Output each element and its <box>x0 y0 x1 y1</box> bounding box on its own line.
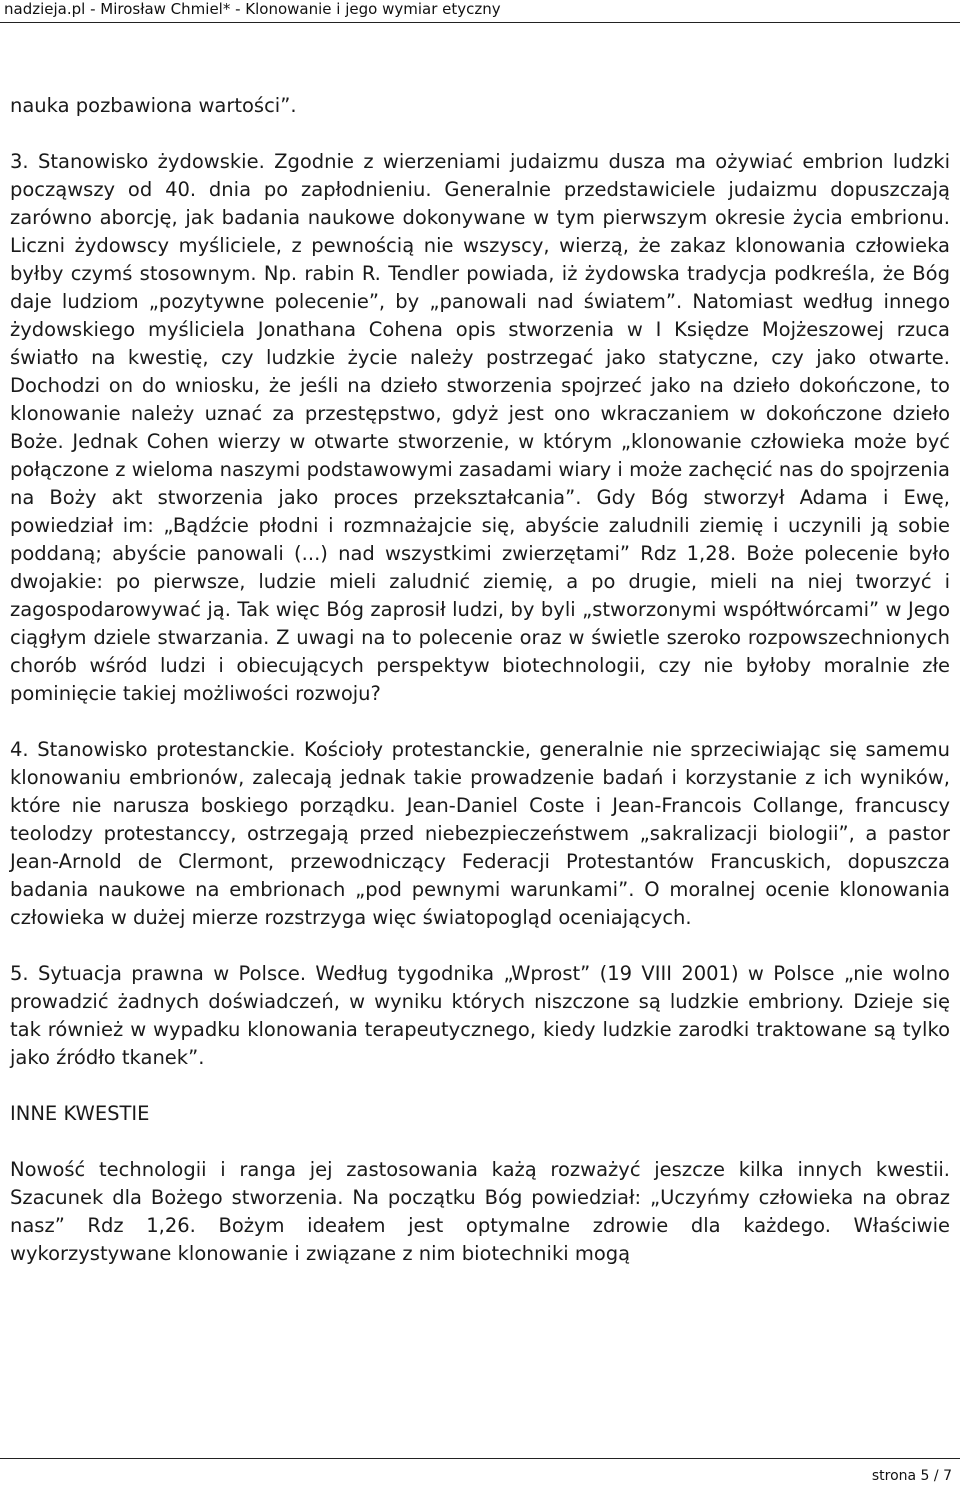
paragraph-jewish-position: 3. Stanowisko żydowskie. Zgodnie z wierzeniami judaizmu dusza ma ożywiać embrion ludzki począwszy od 40. dnia po zapłodnieniu. Generalnie przedstawiciele judaizmu dopuszczają zarówno aborcję, jak badania naukowe dokonywane w tym pierwszym okresie życia embrionu. Liczni żydowscy myśliciele, z pewnością nie wszyscy, wierzą, że zakaz klonowania człowieka byłby czymś stosownym. Np. rabin R. Tendler powiada, iż żydowska tradycja podkreśla, że Bóg daje ludziom „pozytywne polecenie”, by „panowali nad światem”. Natomiast według innego żydowskiego myśliciela Jonathana Cohena opis stworzenia w I Księdze Mojżeszowej rzuca światło na kwestię, czy ludzkie życie należy postrzegać jako statyczne, czy jako otwarte. Dochodzi on do wniosku, że jeśli na dzieło stworzenia spojrzeć jako na dzieło dokończone, to klonowanie należy uznać za przestępstwo, gdyż jest ono wkraczaniem w dokończone dzieło Boże. Jednak Cohen wierzy w otwarte stworzenie, w którym „klonowanie człowieka może być połączone z wieloma naszymi podstawowymi zasadami wiary i może zachęcić nas do spojrzenia na Boży akt stworzenia jako proces przekształcania”. Gdy Bóg stworzył Adama i Ewę, powiedział im: „Bądźcie płodni i rozmnażajcie się, abyście zaludnili ziemię i uczynili ją sobie poddaną; abyście panowali (...) nad wszystkimi zwierzętami” Rdz 1,28. Boże polecenie było dwojakie: po pierwsze, ludzie mieli zaludnić ziemię, a po drugie, mieli na niej tworzyć i zagospodarowywać ją. Tak więc Bóg zaprosił ludzi, by byli „stworzonymi współtwórcami” w Jego ciągłym dziele stwarzania. Z uwagi na to polecenie oraz w świetle szeroko rozpowszechnionych chorób wśród ludzi i obiecujących perspektyw biotechnologii, czy nie byłoby moralnie złe pominięcie takiej możliwości rozwoju? <box>10 150 950 705</box>
footer-divider <box>0 1458 960 1459</box>
paragraph-other-issues: Nowość technologii i ranga jej zastosowania każą rozważyć jeszcze kilka innych kwestii. Szacunek dla Bożego stworzenia. Na początku Bóg powiedział: „Uczyńmy człowieka na obraz nasz” Rdz 1,26. Bożym ideałem jest optymalne zdrowie dla każdego. Właściwie wykorzystywane klonowanie i związane z nim biotechniki mogą <box>10 1158 950 1265</box>
page-header-title: nadzieja.pl - Mirosław Chmiel* - Klonowanie i jego wymiar etyczny <box>4 0 501 18</box>
section-heading-other-issues: INNE KWESTIE <box>10 1102 150 1125</box>
document-body <box>10 92 950 1268</box>
header-divider <box>0 22 960 23</box>
paragraph-protestant-position: 4. Stanowisko protestanckie. Kościoły protestanckie, generalnie nie sprzeciwiając się samemu klonowaniu embrionów, zalecają jednak takie prowadzenie badań i korzystanie z ich wyników, które nie narusza boskiego porządku. Jean-Daniel Coste i Jean-Francois Collange, francuscy teolodzy protestanccy, ostrzegają przed niebezpieczeństwem „sakralizacji biologii”, a pastor Jean-Arnold de Clermont, przewodniczący Federacji Protestantów Francuskich, dopuszcza badania naukowe na embrionach „pod pewnymi warunkami”. O moralnej ocenie klonowania człowieka w dużej mierze rozstrzyga więc światopogląd oceniających. <box>10 738 950 929</box>
page-number: strona 5 / 7 <box>871 1468 952 1484</box>
paragraph-intro-fragment: nauka pozbawiona wartości”. <box>10 94 297 117</box>
paragraph-legal-situation-poland: 5. Sytuacja prawna w Polsce. Według tygodnika „Wprost” (19 VIII 2001) w Polsce „nie wolno prowadzić żadnych doświadczeń, w wyniku których niszczone są ludzkie embriony. Dzieje się tak również w wypadku klonowania terapeutycznego, kiedy ludzkie zarodki traktowane są tylko jako źródło tkanek”. <box>10 962 950 1069</box>
